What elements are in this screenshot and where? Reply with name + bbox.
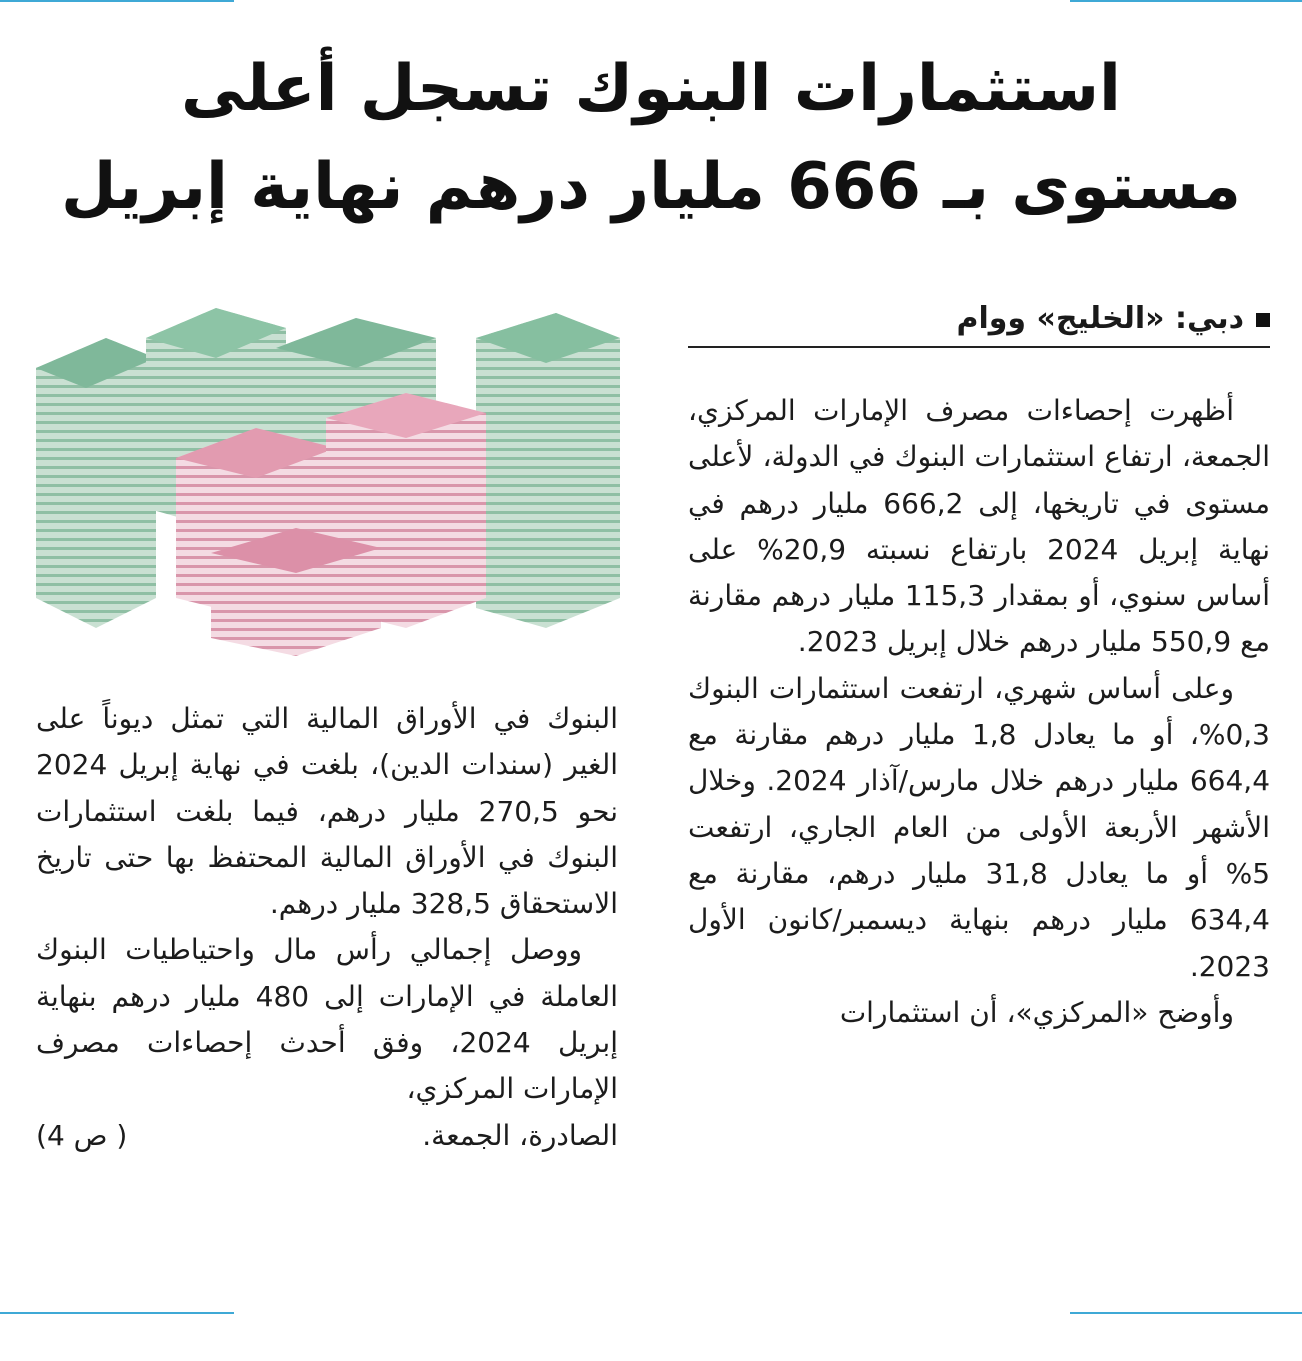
headline-line-1: استثمارات البنوك تسجل أعلى (181, 52, 1121, 126)
article-column-right (688, 388, 1270, 1036)
bottom-rule-right (1070, 1312, 1302, 1314)
headline (20, 40, 1282, 236)
page-reference: ( ص 4) (36, 1118, 128, 1152)
closing-text: الصادرة، الجمعة. (422, 1118, 618, 1152)
headline-line-2: مستوى بـ 666 مليار درهم نهاية إبريل (61, 150, 1241, 224)
paragraph: ووصل إجمالي رأس مال واحتياطيات البنوك العاملة في الإمارات إلى 480 مليار درهم بنهاية إبريل 2024، وفق أحدث إحصاءات مصرف الإمارات المركزي، (36, 933, 619, 1106)
stack-front (211, 528, 381, 656)
paragraph: البنوك في الأوراق المالية التي تمثل ديوناً على الغير (سندات الدين)، بلغت في نهاية إبريل 2024 نحو 270,5 مليار درهم، فيما بلغت استثمارات البنوك في الأوراق المالية المحتفظ بها حتى تاريخ الاستحقاق 328,5 مليار درهم. (36, 702, 619, 921)
stack-right (476, 313, 620, 628)
bullet-square-icon (1256, 313, 1270, 327)
byline (688, 294, 1270, 348)
paragraph: وعلى أساس شهري، ارتفعت استثمارات البنوك 0,3%، أو ما يعادل 1,8 مليار درهم مقارنة مع 664,4 مليار درهم خلال مارس/آذار 2024. وخلال الأشهر الأربعة الأولى من العام الجاري، ارتفعت 5% أو ما يعادل 31,8 مليار درهم، مقارنة مع 634,4 مليار درهم بنهاية ديسمبر/كانون الأول 2023. (688, 671, 1271, 983)
byline-text: دبي: «الخليج» ووام (956, 301, 1244, 336)
paragraph: أظهرت إحصاءات مصرف الإمارات المركزي، الجمعة، ارتفاع استثمارات البنوك في الدولة، لأعلى مستوى في تاريخها، إلى 666,2 مليار درهم في نهاية إبريل 2024 بارتفاع نسبته 20,9% على أساس سنوي، أو بمقدار 115,3 مليار درهم مقارنة مع 550,9 مليار درهم خلال إبريل 2023. (688, 394, 1271, 659)
top-rule-right (1070, 0, 1302, 2)
bottom-rule-left (0, 1312, 234, 1314)
banknotes-photo (36, 298, 620, 658)
paragraph: وأوضح «المركزي»، أن استثمارات (839, 995, 1234, 1029)
stack-back-left (36, 338, 156, 628)
top-rule-left (0, 0, 234, 2)
closing-line (36, 1113, 618, 1159)
article-column-left (36, 696, 618, 1159)
